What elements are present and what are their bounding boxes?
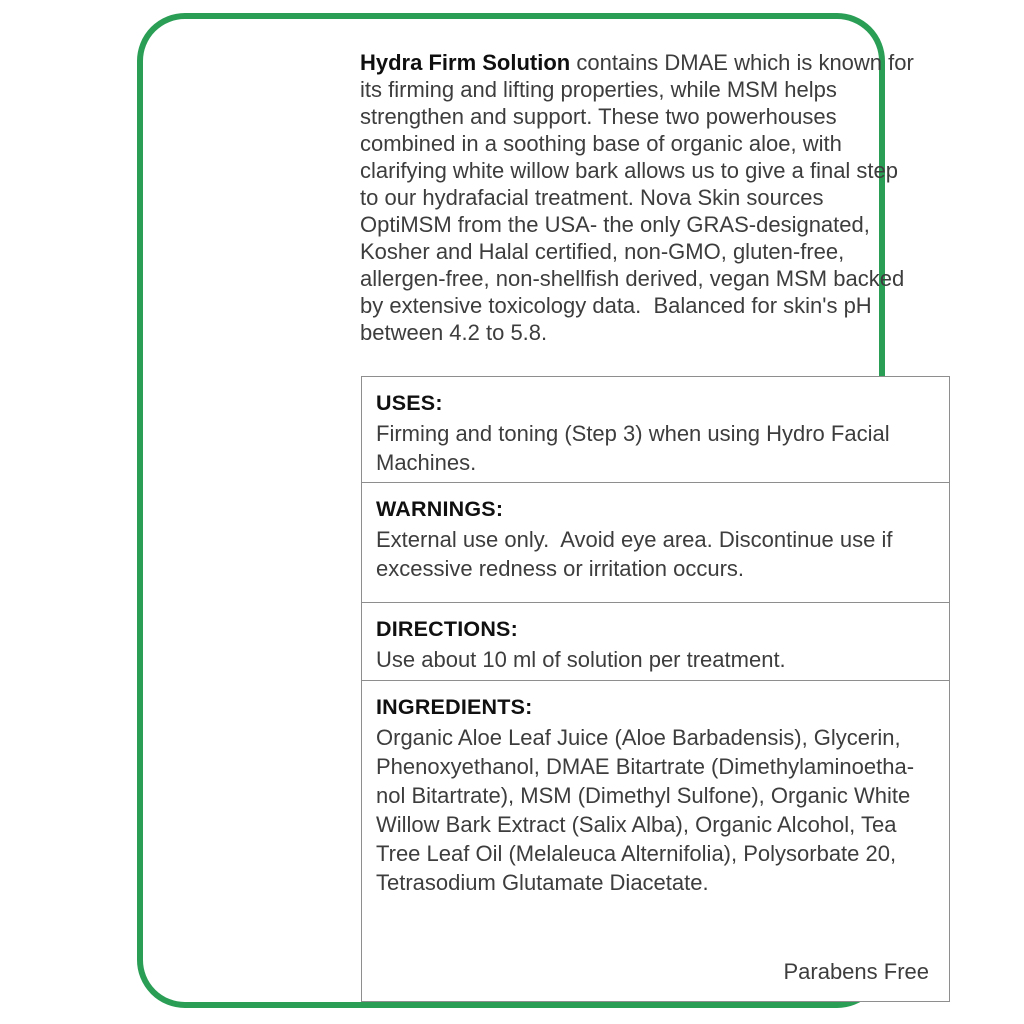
intro-line: allergen-free, non-shellfish derived, vegan MSM backed (360, 266, 905, 291)
section-body-line: Tree Leaf Oil (Melaleuca Alternifolia), Polysorbate 20, (376, 841, 897, 866)
intro-line: its firming and lifting properties, while MSM helps (360, 77, 837, 102)
section-body-line: Machines. (376, 450, 477, 475)
intro-line-rest: contains DMAE which is known for (570, 50, 914, 75)
intro-paragraph (360, 49, 970, 346)
section-directions (362, 602, 949, 680)
section-body-line: Phenoxyethanol, DMAE Bitartrate (Dimethylaminoetha- (376, 754, 915, 779)
intro-line: Kosher and Halal certified, non-GMO, gluten-free, (360, 239, 845, 264)
product-name: Hydra Firm Solution (360, 50, 571, 75)
intro-line: OptiMSM from the USA- the only GRAS-designated, (360, 212, 870, 237)
section-warnings (362, 482, 949, 602)
section-body-line: Organic Aloe Leaf Juice (Aloe Barbadensis), Glycerin, (376, 725, 901, 750)
intro-line: by extensive toxicology data. Balanced for skin's pH (360, 293, 872, 318)
section-body-line: Use about 10 ml of solution per treatment. (376, 647, 786, 672)
section-body-line: Tetrasodium Glutamate Diacetate. (376, 870, 709, 895)
intro-line: strengthen and support. These two powerhouses (360, 104, 837, 129)
section-ingredients (362, 680, 949, 1001)
intro-line: clarifying white willow bark allows us to give a final step (360, 158, 899, 183)
section-body-line: nol Bitartrate), MSM (Dimethyl Sulfone), Organic White (376, 783, 911, 808)
directions-heading: DIRECTIONS: (376, 617, 518, 641)
intro-line: combined in a soothing base of organic aloe, with (360, 131, 842, 156)
section-body-line: Firming and toning (Step 3) when using Hydro Facial (376, 421, 890, 446)
intro-line: between 4.2 to 5.8. (360, 320, 548, 345)
uses-heading: USES: (376, 391, 443, 415)
intro-line: to our hydrafacial treatment. Nova Skin sources (360, 185, 824, 210)
section-body-line: excessive redness or irritation occurs. (376, 556, 745, 581)
section-uses (362, 377, 949, 482)
intro-line (360, 49, 970, 76)
parabens-free-note: Parabens Free (783, 959, 929, 984)
label-green-frame (137, 13, 929, 1008)
section-body-line: External use only. Avoid eye area. Discontinue use if (376, 527, 893, 552)
section-body-line: Willow Bark Extract (Salix Alba), Organic Alcohol, Tea (376, 812, 897, 837)
info-box (361, 376, 950, 1002)
warnings-heading: WARNINGS: (376, 497, 504, 521)
ingredients-heading: INGREDIENTS: (376, 695, 533, 719)
